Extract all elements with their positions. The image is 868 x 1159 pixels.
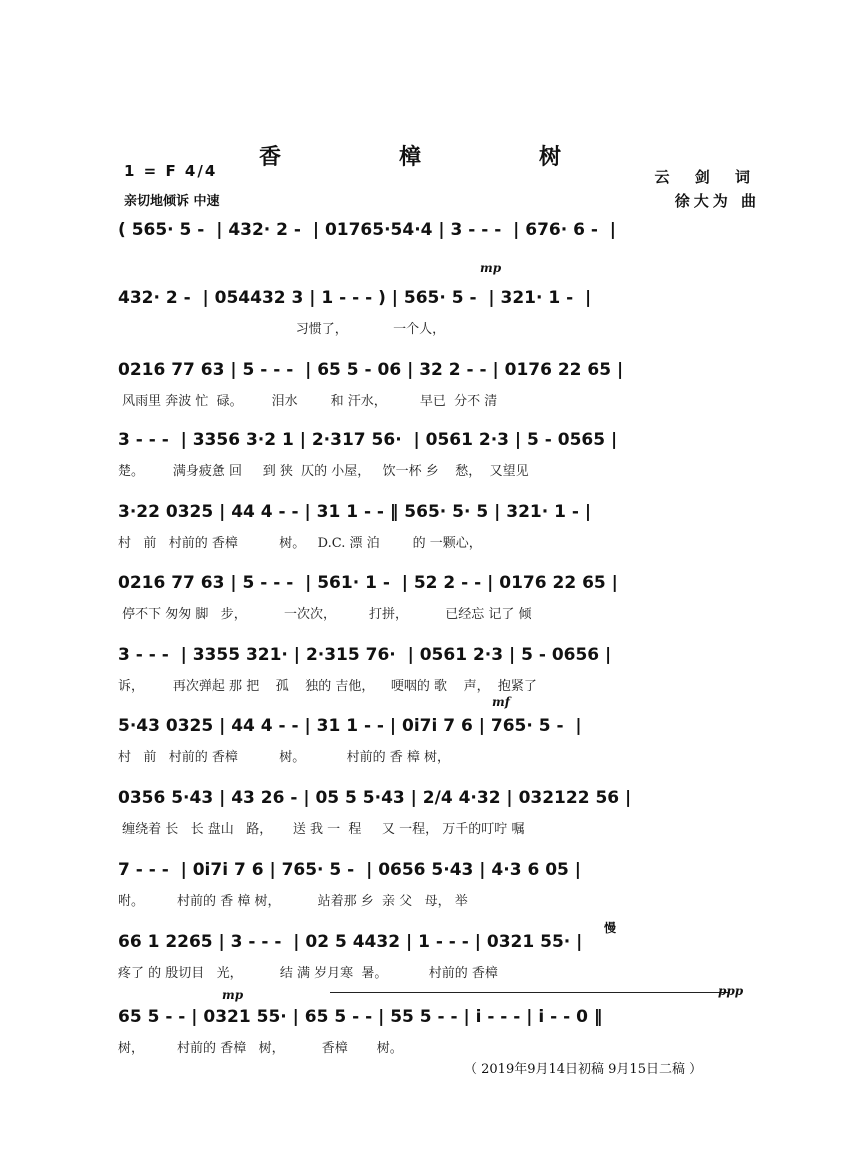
notes-line: 432· 2 - | 054432 3 | 1 - - - ) | 565· 5 - | 321· 1 - |: [118, 288, 592, 308]
score-system-9: [118, 783, 778, 843]
notes-line: 5·43 0325 | 44 4 - - | 31 1 - - | 0i7i 7 6 | 765· 5 - |: [118, 716, 582, 736]
notes-line: 66 1 2265 | 3 - - - | 02 5 4432 | 1 - - - | 0321 55· |: [118, 932, 583, 952]
lyrics-line: 咐。 村前的 香 樟 树， 站着那 乡 亲 父 母， 举: [118, 894, 468, 909]
dynamic-marking-end: ppp: [718, 984, 744, 998]
draft-date-note: （ 2019年9月14日初稿 9月15日二稿 ）: [464, 1062, 703, 1077]
score-system-11: [118, 921, 778, 987]
score-system-1: [118, 215, 778, 275]
score-system-12: [118, 984, 778, 1062]
tempo-change-marking: 慢: [604, 921, 617, 935]
decrescendo-line: [330, 992, 730, 993]
score-system-3: [118, 355, 778, 415]
composer-credit: 徐大为 曲: [674, 192, 760, 210]
dynamic-marking: mf: [492, 695, 510, 709]
lyrics-line: 停不下 匆匆 脚 步， 一次次， 打拼， 已经忘 记了 倾: [118, 607, 532, 622]
score-system-8: [118, 695, 778, 771]
dynamic-marking-start: mp: [222, 988, 244, 1002]
lyrics-line: 疼了 的 殷切目 光， 结 满 岁月寒 暑。 村前的 香樟: [118, 966, 498, 981]
notes-line: 7 - - - | 0i7i 7 6 | 765· 5 - | 0656 5·43 | 4·3 6 05 |: [118, 860, 581, 880]
score-system-2: [118, 261, 778, 343]
tempo-marking: 亲切地倾诉 中速: [124, 194, 220, 209]
lyricist-credit: 云 剑 词: [654, 168, 760, 186]
lyrics-line: 村 前 村前的 香樟 树。 村前的 香 樟 树，: [118, 750, 450, 765]
lyrics-line: 习惯了， 一个人，: [118, 322, 446, 337]
lyrics-line: 树， 村前的 香樟 树， 香樟 树。: [118, 1041, 403, 1056]
score-system-4: [118, 425, 778, 485]
lyrics-line: 诉， 再次弹起 那 把 孤 独的 吉他， 哽咽的 歌 声， 抱紧了: [118, 679, 537, 694]
lyrics-line: 村 前 村前的 香樟 树。 D.C. 漂 泊 的 一颗心，: [118, 536, 482, 551]
notes-line: 0216 77 63 | 5 - - - | 65 5 - 06 | 32 2 - - | 0176 22 65 |: [118, 360, 624, 380]
lyrics-line: 楚。 满身疲惫 回 到 狭 仄的 小屋， 饮一杯 乡 愁， 又望见: [118, 464, 529, 479]
notes-line: 3 - - - | 3356 3·2 1 | 2·317 56· | 0561 2·3 | 5 - 0565 |: [118, 430, 618, 450]
notes-line: 65 5 - - | 0321 55· | 65 5 - - | 55 5 - - | i - - - | i - - 0 ‖: [118, 1007, 603, 1027]
dynamic-marking: mp: [480, 261, 502, 275]
lyrics-line: 缠绕着 长 长 盘山 路， 送 我 一 程 又 一程， 万千的叮咛 嘱: [118, 822, 525, 837]
key-signature: 1 = F 4/4: [124, 162, 218, 180]
notes-line: 0216 77 63 | 5 - - - | 561· 1 - | 52 2 - - | 0176 22 65 |: [118, 573, 618, 593]
score-system-10: [118, 855, 778, 915]
score-system-7: [118, 640, 778, 700]
score-system-5: [118, 497, 778, 557]
notes-line: 0356 5·43 | 43 26 - | 05 5 5·43 | 2/4 4·32 | 032122 56 |: [118, 788, 632, 808]
notes-line: 3 - - - | 3355 321· | 2·315 76· | 0561 2·3 | 5 - 0656 |: [118, 645, 612, 665]
lyrics-line: 风雨里 奔波 忙 碌。 泪水 和 汗水， 早已 分不 清: [118, 394, 498, 409]
score-system-6: [118, 568, 778, 628]
song-title: 香 樟 树: [258, 144, 609, 170]
notes-line: 3·22 0325 | 44 4 - - | 31 1 - - ‖ 565· 5· 5 | 321· 1 - |: [118, 502, 592, 522]
notes-line: ( 565· 5 - | 432· 2 - | 01765·54·4 | 3 - - - | 676· 6 - |: [118, 220, 616, 240]
